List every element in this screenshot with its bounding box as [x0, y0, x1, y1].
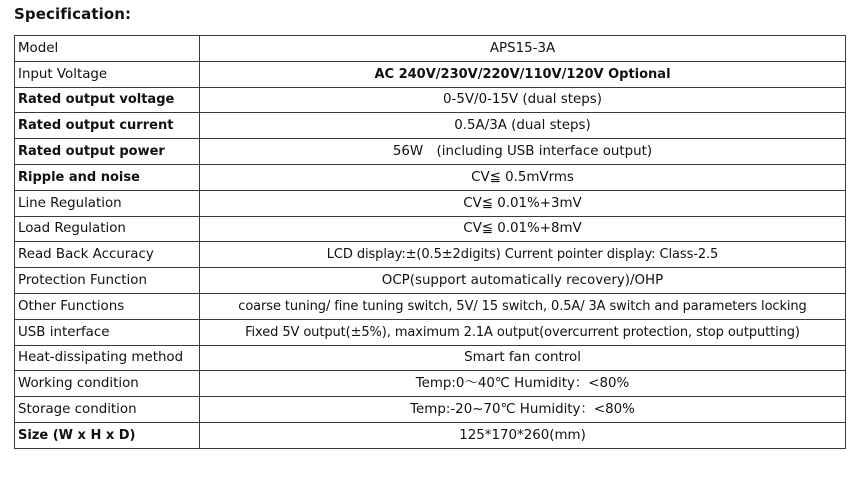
row-value: 125*170*260(mm): [200, 422, 846, 448]
row-label: Load Regulation: [15, 216, 200, 242]
table-row: [15, 397, 846, 423]
row-label: Protection Function: [15, 268, 200, 294]
row-label: Rated output voltage: [15, 87, 200, 113]
table-row: [15, 113, 846, 139]
row-label: Other Functions: [15, 293, 200, 319]
table-row: [15, 268, 846, 294]
table-row: [15, 190, 846, 216]
row-value: 56W (including USB interface output): [200, 139, 846, 165]
row-value: 0-5V/0-15V (dual steps): [200, 87, 846, 113]
table-row: [15, 242, 846, 268]
row-value: Smart fan control: [200, 345, 846, 371]
specification-table: [14, 35, 846, 449]
table-row: [15, 422, 846, 448]
table-row: [15, 36, 846, 62]
row-value: CV≦ 0.5mVrms: [200, 164, 846, 190]
row-value: CV≦ 0.01%+3mV: [200, 190, 846, 216]
row-value: Fixed 5V output(±5%), maximum 2.1A output(overcurrent protection, stop outputting): [200, 319, 846, 345]
table-row: [15, 216, 846, 242]
row-label: Working condition: [15, 371, 200, 397]
table-row: [15, 139, 846, 165]
table-row: [15, 319, 846, 345]
row-label: Model: [15, 36, 200, 62]
row-value: APS15-3A: [200, 36, 846, 62]
row-value: CV≦ 0.01%+8mV: [200, 216, 846, 242]
table-row: [15, 164, 846, 190]
row-value: Temp:-20~70℃ Humidity：<80%: [200, 397, 846, 423]
table-row: [15, 61, 846, 87]
row-value: Temp:0～40℃ Humidity：<80%: [200, 371, 846, 397]
table-row: [15, 345, 846, 371]
page-title: Specification:: [14, 5, 132, 23]
table-row: [15, 371, 846, 397]
row-value: coarse tuning/ fine tuning switch, 5V/ 15 switch, 0.5A/ 3A switch and parameters locking: [200, 293, 846, 319]
row-label: Storage condition: [15, 397, 200, 423]
table-row: [15, 293, 846, 319]
row-label: Line Regulation: [15, 190, 200, 216]
row-label: Read Back Accuracy: [15, 242, 200, 268]
row-label: Heat-dissipating method: [15, 345, 200, 371]
table-row: [15, 87, 846, 113]
row-value: AC 240V/230V/220V/110V/120V Optional: [200, 61, 846, 87]
row-label: Input Voltage: [15, 61, 200, 87]
row-label: Rated output current: [15, 113, 200, 139]
row-value: LCD display:±(0.5±2digits) Current pointer display: Class-2.5: [200, 242, 846, 268]
row-value: OCP(support automatically recovery)/OHP: [200, 268, 846, 294]
row-label: Ripple and noise: [15, 164, 200, 190]
row-value: 0.5A/3A (dual steps): [200, 113, 846, 139]
row-label: Size (W x H x D): [15, 422, 200, 448]
row-label: Rated output power: [15, 139, 200, 165]
row-label: USB interface: [15, 319, 200, 345]
